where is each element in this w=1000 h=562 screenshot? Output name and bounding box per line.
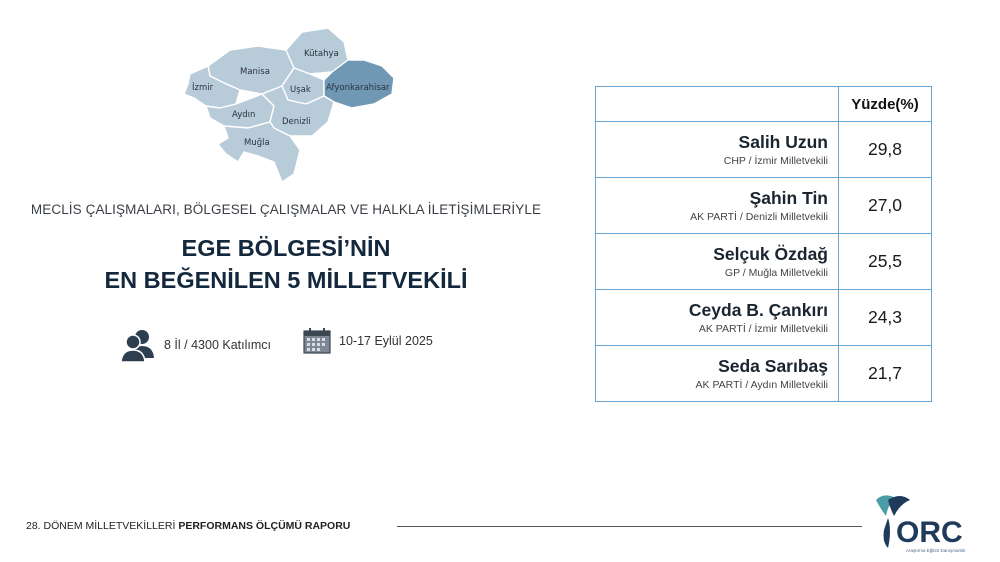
mp-name: Şahin Tin [749, 188, 828, 208]
report-name: PERFORMANS ÖLÇÜMÜ RAPORU [178, 520, 351, 532]
report-subtitle: MECLİS ÇALIŞMALARI, BÖLGESEL ÇALIŞMALAR VE HALKLA İLETİŞİMLERİYLE [30, 202, 542, 217]
table-row [596, 346, 932, 402]
map-label-denizli: Denizli [282, 117, 311, 127]
orc-logo [866, 490, 986, 556]
mp-cell [596, 290, 839, 346]
calendar-icon [303, 328, 331, 354]
date-text: 10-17 Eylül 2025 [339, 334, 433, 348]
logo-text: ORC [896, 516, 963, 549]
percent-header: Yüzde(%) [839, 87, 932, 122]
mp-cell [596, 346, 839, 402]
mp-party: CHP / İzmir Milletvekili [723, 155, 828, 167]
mp-name: Seda Sarıbaş [718, 356, 828, 376]
map-label-izmir: İzmir [192, 83, 214, 93]
table-row [596, 122, 932, 178]
map-label-afyonkarahisar: Afyonkarahisar [326, 83, 390, 93]
map-label-mugla: Muğla [244, 138, 270, 148]
mp-percent: 21,7 [839, 346, 932, 402]
mp-percent: 24,3 [839, 290, 932, 346]
map-label-kutahya: Kütahya [304, 49, 339, 59]
report-footer [26, 520, 350, 532]
title-line-1: EGE BÖLGESİ’NİN [181, 235, 391, 261]
table-row [596, 234, 932, 290]
mp-party: AK PARTİ / Denizli Milletvekili [690, 211, 828, 223]
table-row [596, 290, 932, 346]
mp-party: AK PARTİ / İzmir Milletvekili [698, 323, 828, 335]
mp-percent: 29,8 [839, 122, 932, 178]
page-title [0, 232, 572, 296]
mp-party: AK PARTİ / Aydın Milletvekili [695, 379, 828, 391]
mp-cell [596, 178, 839, 234]
table-row [596, 178, 932, 234]
map-label-usak: Uşak [290, 85, 311, 95]
mp-cell [596, 122, 839, 178]
map-label-aydin: Aydın [232, 110, 256, 120]
participants-info [120, 328, 271, 362]
date-info [303, 328, 433, 354]
table-header-row [596, 87, 932, 122]
mp-party: GP / Muğla Milletvekili [724, 267, 828, 279]
mp-name: Salih Uzun [738, 132, 828, 152]
footer-divider [397, 526, 862, 527]
report-prefix: 28. DÖNEM MİLLETVEKİLLERİ [26, 520, 176, 532]
empty-header-cell [596, 87, 839, 122]
people-icon [120, 328, 156, 362]
mp-name: Ceyda B. Çankırı [688, 300, 828, 320]
mp-name: Selçuk Özdağ [713, 244, 828, 264]
region-map [178, 24, 402, 188]
logo-tagline: Araştırma Eğitim Danışmanlık [906, 548, 966, 553]
mp-cell [596, 234, 839, 290]
title-line-2: EN BEĞENİLEN 5 MİLLETVEKİLİ [104, 267, 468, 293]
mp-percent: 27,0 [839, 178, 932, 234]
mp-percent: 25,5 [839, 234, 932, 290]
results-table [595, 86, 932, 402]
map-label-manisa: Manisa [240, 67, 270, 77]
participants-text: 8 İl / 4300 Katılımcı [164, 338, 271, 352]
